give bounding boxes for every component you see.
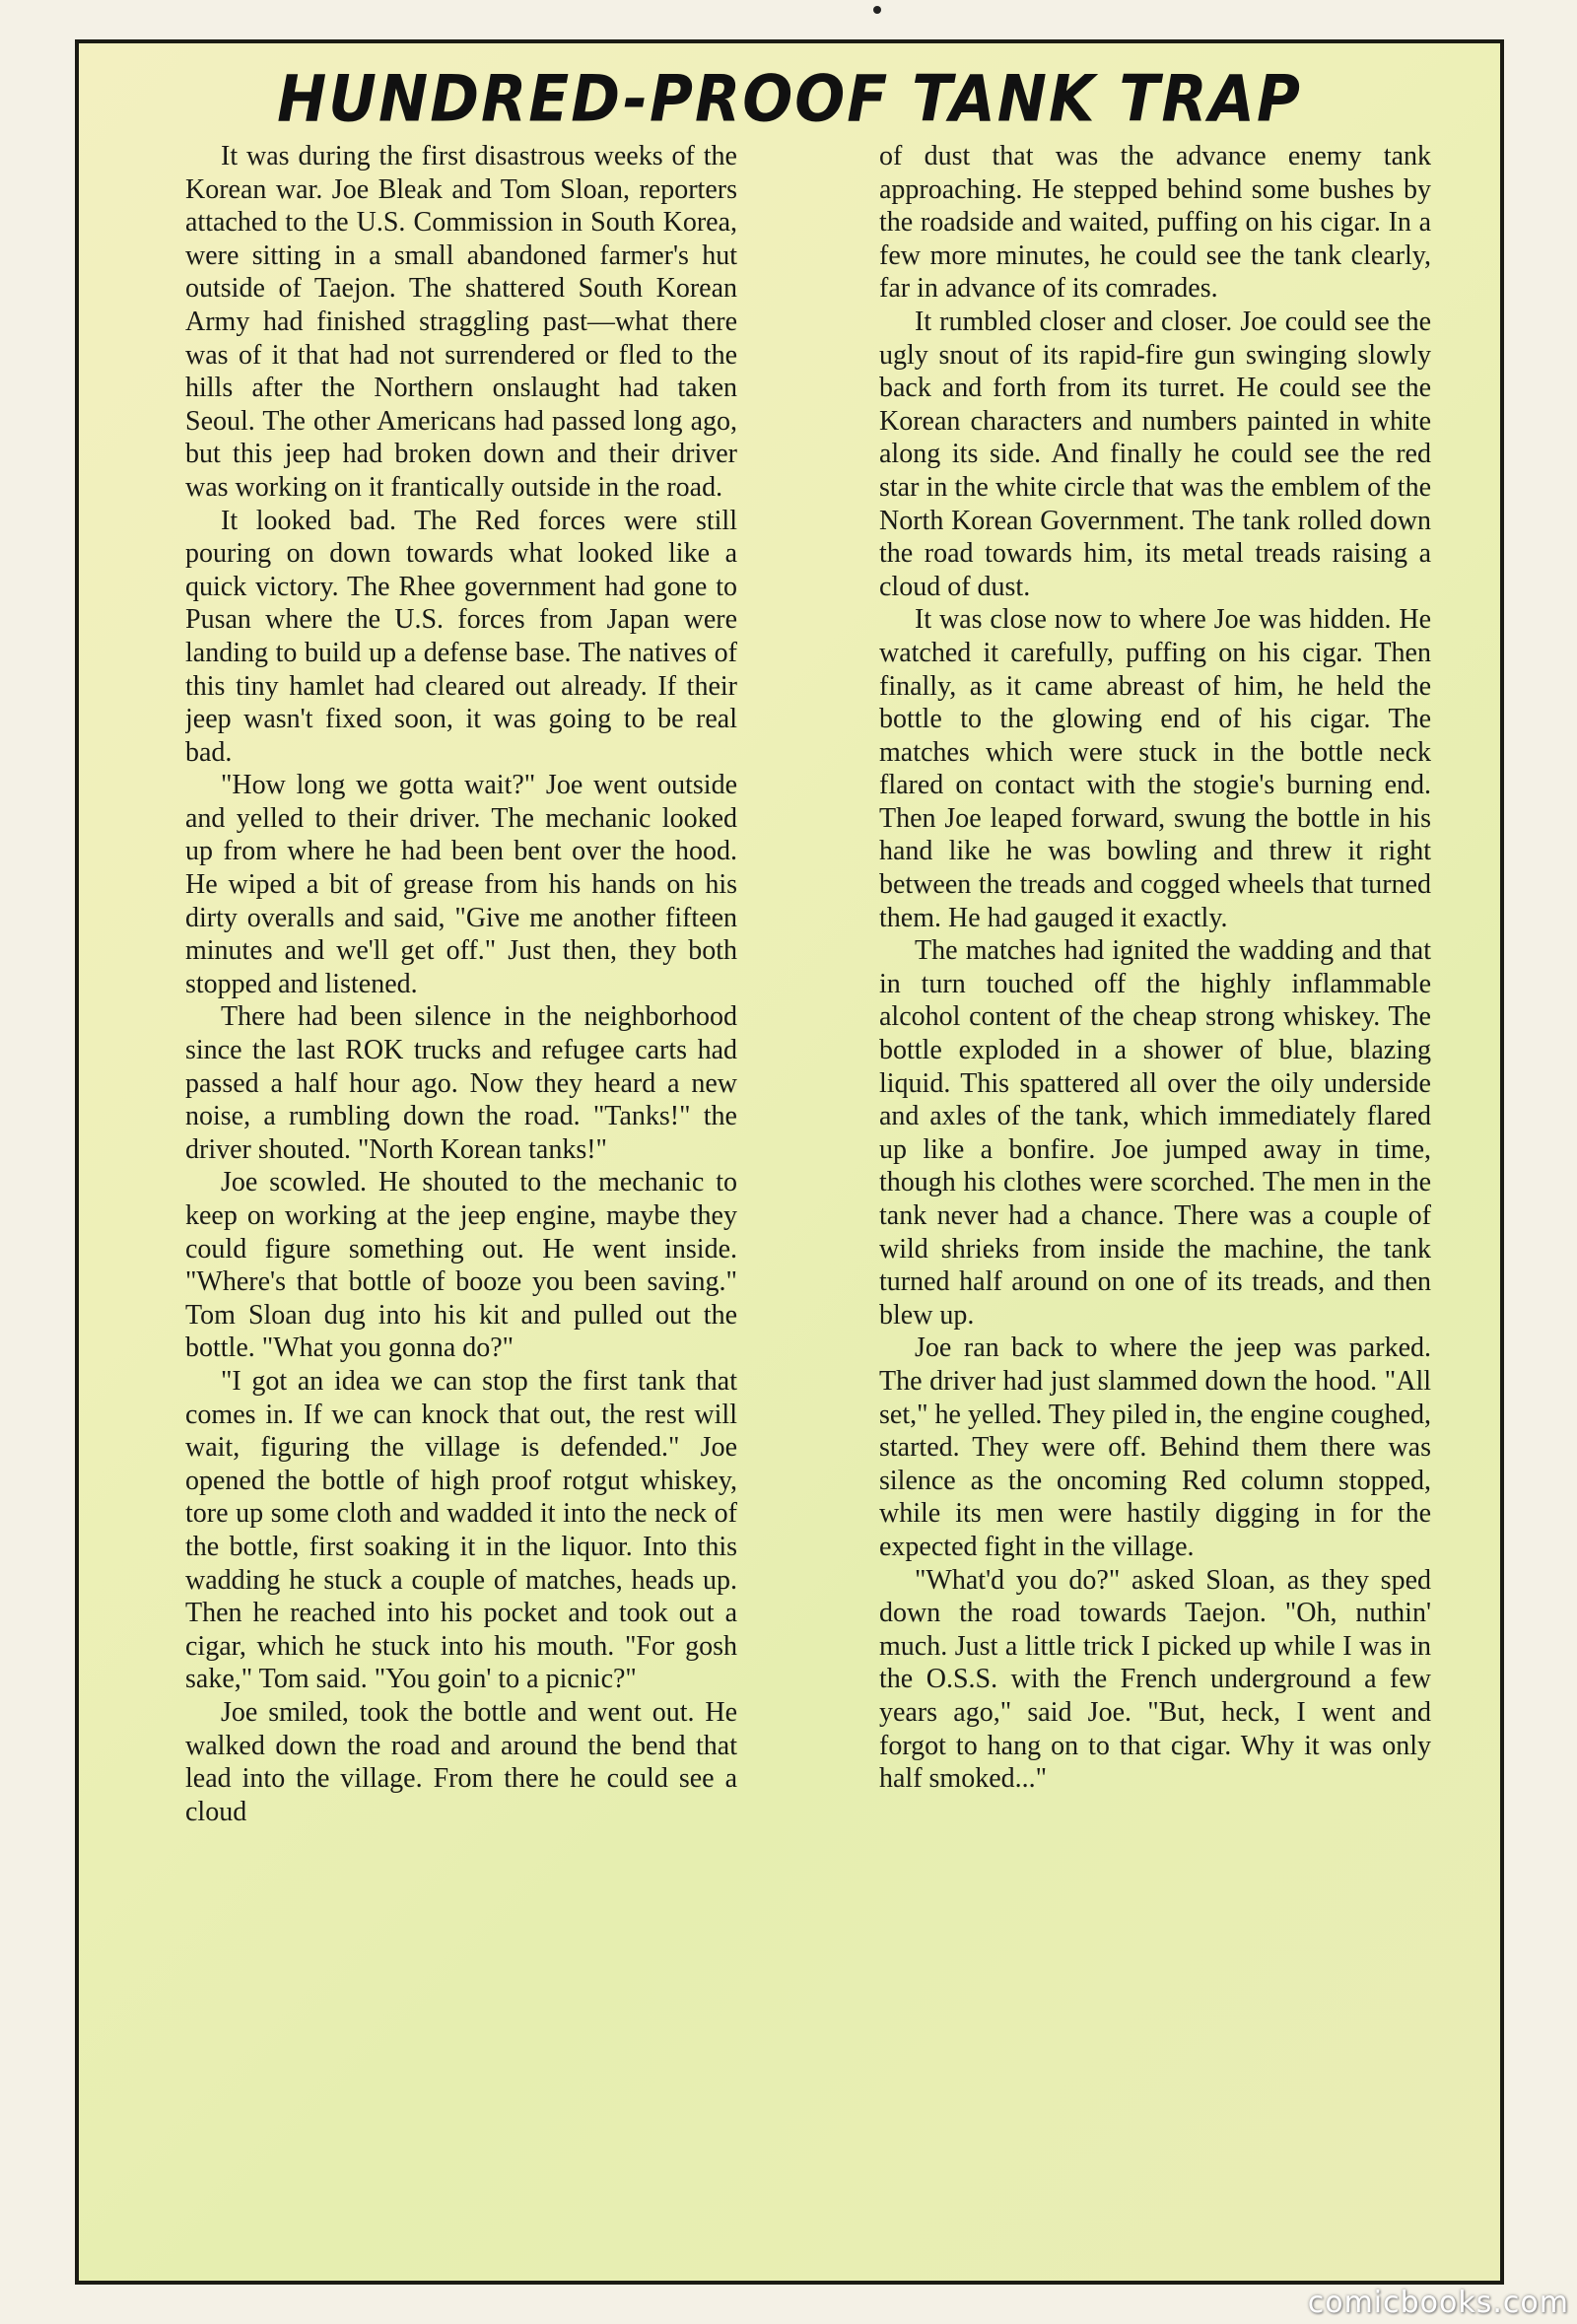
- top-dot: [873, 6, 881, 14]
- right-column: [879, 140, 1431, 2249]
- paragraph: Joe scowled. He shouted to the mechanic to keep on working at the jeep engine, maybe they could figure something out. He went inside. "Where's that bottle of booze you been saving." Tom Sloan dug into his kit and pulled out the bottle. "What you gonna do?": [185, 1167, 737, 1364]
- paragraph: Joe smiled, took the bottle and went out. He walked down the road and around the bend that lead into the village. From there he could see a cloud: [185, 1696, 737, 1827]
- paragraph: "What'd you do?" asked Sloan, as they sped down the road towards Taejon. "Oh, nuthin' much. Just a little trick I picked up while I was in the O.S.S. with the French underground a few years ago," said Joe. "But, heck, I went and forgot to hang on to that cigar. Why it was only half smoked...": [879, 1564, 1431, 1795]
- paragraph: The matches had ignited the wadding and that in turn touched off the highly inflammable alcohol content of the cheap strong whiskey. The bottle exploded in a shower of blue, blazing liquid. This spattered all over the oily underside and axles of the tank, which immediately flared up like a bonfire. Joe jumped away in time, though his clothes were scorched. The men in the tank never had a chance. There was a couple of wild shrieks from inside the machine, the tank turned half around on one of its treads, and then blew up.: [879, 935, 1431, 1331]
- paragraph: Joe ran back to where the jeep was parked. The driver had just slammed down the hood. "All set," he yelled. They piled in, the engine coughed, started. They were off. Behind them there was silence as the oncoming Red column stopped, while its men were hastily digging in for the expected fight in the village.: [879, 1333, 1431, 1562]
- paragraph: It was close now to where Joe was hidden. He watched it carefully, puffing on his cigar. Then finally, as it came abreast of him, he held the bottle to the glowing end of his cigar. The matches which were stuck in the bottle neck flared on contact with the stogie's burning end. Then Joe leaped forward, swung the bottle in his hand like he was bowling and threw it right between the treads and cogged wheels that turned them. He had gauged it exactly.: [879, 604, 1431, 933]
- paragraph: It was during the first disastrous weeks of the Korean war. Joe Bleak and Tom Sloan, reporters attached to the U.S. Commission in South Korea, were sitting in a small abandoned farmer's hut outside of Taejon. The shattered South Korean Army had finished straggling past—what there was of it that had not surrendered or fled to the hills after the Northern onslaught had taken Seoul. The other Americans had passed long ago, but this jeep had broken down and their driver was working on it frantically outside in the road.: [185, 141, 737, 503]
- watermark-text: comicbooks.com: [1307, 2286, 1569, 2320]
- left-column: [185, 140, 737, 2249]
- paragraph: of dust that was the advance enemy tank approaching. He stepped behind some bushes by the roadside and waited, puffing on his cigar. In a few more minutes, he could see the tank clearly, far in advance of its comrades.: [879, 141, 1431, 305]
- story-panel: [75, 39, 1504, 2285]
- paragraph: It rumbled closer and closer. Joe could see the ugly snout of its rapid-fire gun swinging slowly back and forth from its turret. He could see the Korean characters and numbers painted in white along its side. And finally he could see the red star in the white circle that was the emblem of the North Korean Government. The tank rolled down the road towards him, its metal treads raising a cloud of dust.: [879, 306, 1431, 602]
- paragraph: There had been silence in the neighborhood since the last ROK trucks and refugee carts had passed a half hour ago. Now they heard a new noise, a rumbling down the road. "Tanks!" the driver shouted. "North Korean tanks!": [185, 1001, 737, 1165]
- paragraph: "How long we gotta wait?" Joe went outside and yelled to their driver. The mechanic looked up from where he had been bent over the hood. He wiped a bit of grease from his hands on his dirty overalls and said, "Give me another fifteen minutes and we'll get off." Just then, they both stopped and listened.: [185, 770, 737, 999]
- story-title: HUNDRED-PROOF TANK TRAP: [277, 62, 1302, 137]
- paragraph: "I got an idea we can stop the first tank that comes in. If we can knock that out, the rest will wait, figuring the village is defended." Joe opened the bottle of high proof rotgut whiskey, tore up some cloth and wadded it into the neck of the bottle, first soaking it in the liquor. Into this wadding he stuck a couple of matches, heads up. Then he reached into his pocket and took out a cigar, which he stuck into his mouth. "For gosh sake," Tom said. "You goin' to a picnic?": [185, 1365, 737, 1695]
- paragraph: It looked bad. The Red forces were still pouring on down towards what looked like a quick victory. The Rhee government had gone to Pusan where the U.S. forces from Japan were landing to build up a defense base. The natives of this tiny hamlet had cleared out already. If their jeep wasn't fixed soon, it was going to be real bad.: [185, 505, 737, 768]
